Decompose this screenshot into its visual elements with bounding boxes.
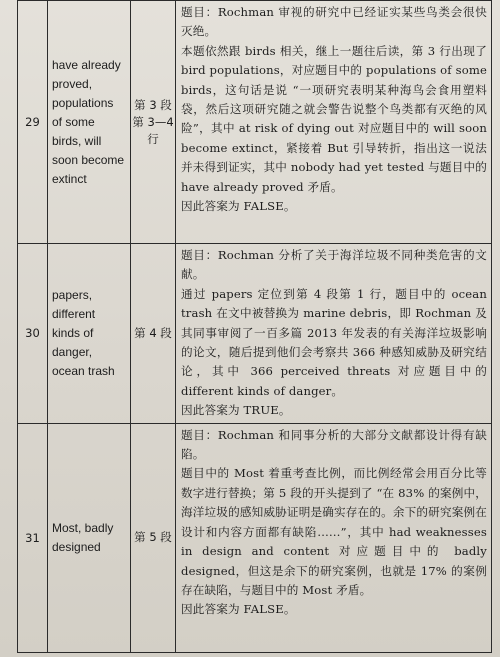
keywords-cell: Most, badly designed [48,423,131,652]
explanation-title: 题目：Rochman 审视的研究中已经证实某些鸟类会很快灭绝。 [181,5,487,39]
explanation-body: 题目中的 Most 着重考查比例，而比例经常会用百分比等数字进行替换；第 5 段的开头提到了 “在 83% 的案例中，海洋垃圾的感知威胁证明是确实存在的。余下的研究案例在设计和内容方面都有缺陷……”，其中 had weaknesses in design and content 对应题目中的 badly designed，但这是余下的研究案例，也就是 17% 的案例存在缺陷，与题目中的 Most 矛盾。 [181,466,487,597]
explanation-cell [176,1,492,244]
location-cell: 第 5 段 [131,423,176,652]
explanation-cell [176,244,492,424]
question-number: 30 [18,244,48,424]
question-number: 29 [18,1,48,244]
explanation-title: 题目：Rochman 分析了关于海洋垃圾不同种类危害的文献。 [181,248,487,282]
question-number: 31 [18,423,48,652]
keywords-cell: have already proved, populations of some birds, will soon become extinct [48,1,131,244]
explanation-cell [176,423,492,652]
answer-table [17,0,492,653]
explanation-answer: 因此答案为 FALSE。 [181,199,296,214]
explanation-answer: 因此答案为 TRUE。 [181,403,291,418]
table-row [18,423,492,652]
table-row [18,1,492,244]
location-cell: 第 3 段第 3—4 行 [131,1,176,244]
table-row [18,244,492,424]
explanation-body: 本题依然跟 birds 相关，继上一题往后读，第 3 行出现了 bird populations，对应题目中的 populations of some birds，这句话是说 “一项研究表明某种海鸟会食用塑料袋，然后这项研究随之就会警告说整个鸟类都有灭绝的风险”，其中 at risk of dying out 对应题目中的 will soon become extinct，紧接着 But 引导转折，指出这一说法并未得到证实，其中 nobody had yet tested 与题目中的 have already proved 矛盾。 [181,43,487,194]
explanation-body: 通过 papers 定位到第 4 段第 1 行，题目中的 ocean trash 在文中被替换为 marine debris，即 Rochman 及其同事审阅了一百多篇 2013 年发表的有关海洋垃圾影响的论文，随后提到他们会考察共 366 种感知威胁及研究结论，其中 366 perceived threats 对应题目中的 different kinds of danger。 [181,286,487,398]
explanation-title: 题目：Rochman 和同事分析的大部分文献都设计得有缺陷。 [181,427,487,462]
location-cell: 第 4 段 [131,244,176,424]
keywords-cell: papers, different kinds of danger, ocean trash [48,244,131,424]
explanation-answer: 因此答案为 FALSE。 [181,602,296,617]
